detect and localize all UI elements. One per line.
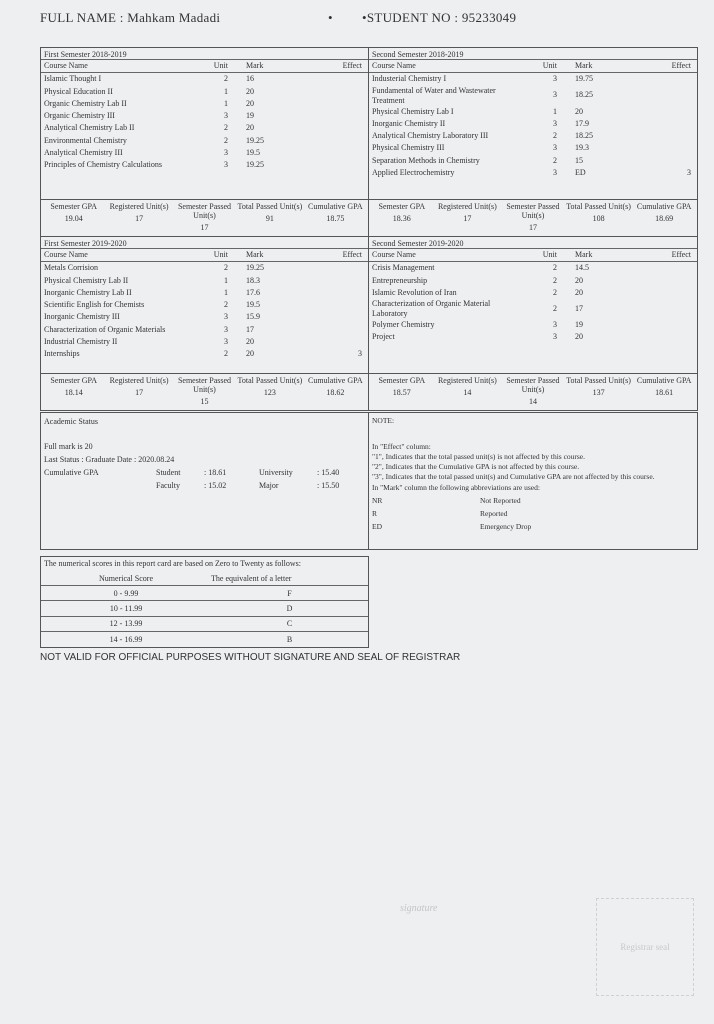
col-course-name: Course Name — [41, 249, 191, 262]
total-passed-units-label: Total Passed Unit(s) — [237, 202, 303, 211]
scale-col-letter: The equivalent of a letter — [211, 574, 292, 583]
student-label: Student — [156, 468, 181, 477]
major-gpa: : 15.50 — [317, 481, 340, 490]
course-row — [41, 159, 368, 171]
cumulative-gpa-value: 18.69 — [655, 214, 674, 223]
cumulative-gpa-value: 18.62 — [326, 388, 345, 397]
cumulative-gpa-label: Cumulative GPA — [636, 376, 692, 385]
scale-row — [41, 586, 368, 601]
course-row — [369, 118, 697, 130]
course-effect — [309, 299, 368, 311]
col-effect: Effect — [638, 60, 697, 73]
total-passed-units-value: 123 — [263, 388, 276, 397]
course-effect — [638, 130, 697, 142]
registered-units-value: 14 — [463, 388, 472, 397]
course-effect — [638, 275, 697, 287]
course-name: Applied Electrochemistry — [372, 168, 455, 178]
course-effect — [638, 299, 697, 319]
course-name: Metals Corrision — [44, 263, 98, 273]
semester-passed-units-label: Semester Passed Unit(s) — [177, 202, 232, 220]
course-unit: 3 — [224, 111, 228, 121]
note-line: In "Effect" column: — [372, 442, 431, 451]
col-course-name: Course Name — [41, 60, 191, 73]
course-row — [41, 262, 368, 275]
signature: signature — [400, 903, 438, 914]
col-course-name: Course Name — [369, 249, 520, 262]
cumulative-gpa-cell — [303, 200, 368, 236]
course-row — [41, 86, 368, 98]
courses-table — [41, 60, 368, 172]
semester-gpa-label: Semester GPA — [378, 202, 426, 211]
course-unit: 2 — [553, 263, 557, 273]
faculty-gpa: : 15.02 — [204, 481, 227, 490]
course-row — [369, 106, 697, 118]
course-name: Characterization of Organic Material Laboratory — [372, 299, 491, 319]
student-gpa: : 18.61 — [204, 468, 227, 477]
col-mark: Mark — [565, 249, 638, 262]
course-name: Physical Education II — [44, 86, 113, 96]
course-name: Polymer Chemistry — [372, 320, 435, 330]
abbr-meaning: Emergency Drop — [480, 522, 532, 531]
course-mark: 17 — [246, 324, 254, 334]
course-unit: 1 — [224, 98, 228, 108]
course-effect — [309, 122, 368, 134]
scale-title: The numerical scores in this report card are based on Zero to Twenty as follows: — [44, 559, 301, 568]
course-effect — [309, 73, 368, 86]
scale-row — [41, 632, 368, 647]
course-row — [369, 319, 697, 331]
course-name: Entrepreneurship — [372, 275, 428, 285]
course-unit: 3 — [553, 332, 557, 342]
course-name: Inorganic Chemistry Lab II — [44, 287, 132, 297]
registered-units-value: 17 — [463, 214, 472, 223]
semester-passed-units-value: 17 — [528, 223, 537, 232]
letter-grade — [211, 647, 368, 648]
course-name: Inorganic Chemistry III — [44, 312, 120, 322]
course-effect — [309, 311, 368, 323]
course-mark: 15 — [575, 155, 583, 165]
semester-gpa-value: 18.57 — [392, 388, 411, 397]
course-row — [41, 275, 368, 287]
course-effect — [638, 73, 697, 86]
course-mark: 18.25 — [575, 90, 593, 100]
course-row — [41, 110, 368, 122]
semester-title: Second Semester 2018-2019 — [369, 48, 697, 60]
course-unit: 3 — [553, 320, 557, 330]
course-mark: 19 — [575, 320, 583, 330]
course-effect: 3 — [358, 349, 362, 359]
letter-grade: D — [211, 601, 368, 616]
last-status: Last Status : Graduate Date : 2020.08.24 — [44, 455, 175, 464]
course-mark: 19.25 — [246, 160, 264, 170]
course-mark: 19.25 — [246, 135, 264, 145]
faculty-label: Faculty — [156, 481, 180, 490]
course-row — [369, 155, 697, 167]
course-unit: 3 — [553, 168, 557, 178]
column-header-row — [369, 60, 697, 73]
course-unit: 3 — [553, 74, 557, 84]
registered-units-value: 17 — [135, 214, 144, 223]
registered-units-cell — [106, 200, 171, 236]
column-header-row — [41, 249, 368, 262]
semester-gpa-cell — [41, 200, 106, 236]
note-box — [368, 412, 698, 550]
semester-gpa-value: 19.04 — [64, 214, 83, 223]
letter-grade: C — [211, 616, 368, 631]
course-name: Analytical Chemistry Laboratory III — [372, 131, 489, 141]
course-mark: 20 — [246, 123, 254, 133]
semester-passed-units-cell — [172, 200, 237, 236]
course-name: Physical Chemistry Lab I — [372, 106, 454, 116]
course-effect — [309, 98, 368, 110]
courses-table — [369, 249, 697, 344]
course-row — [369, 262, 697, 275]
course-effect — [638, 319, 697, 331]
course-row — [369, 331, 697, 343]
semester-summary — [369, 373, 697, 410]
course-name: Physical Chemistry III — [372, 143, 445, 153]
col-mark: Mark — [236, 249, 309, 262]
course-name: Physical Chemistry Lab II — [44, 275, 129, 285]
course-unit: 2 — [224, 135, 228, 145]
score-range — [41, 647, 211, 648]
course-mark: 20 — [246, 86, 254, 96]
scale-row — [41, 616, 368, 631]
course-mark: 15.9 — [246, 312, 260, 322]
course-name: Analytical Chemistry III — [44, 148, 123, 158]
cumulative-gpa-label: Cumulative GPA — [308, 202, 363, 211]
major-label: Major — [259, 481, 279, 490]
course-effect — [638, 262, 697, 275]
course-effect — [638, 331, 697, 343]
semester-summary — [41, 199, 368, 236]
course-name: Crisis Management — [372, 263, 435, 273]
course-name: Environmental Chemistry — [44, 135, 127, 145]
semester-passed-units-label: Semester Passed Unit(s) — [506, 376, 560, 394]
course-mark: 19.5 — [246, 148, 260, 158]
academic-status-title: Academic Status — [44, 417, 98, 426]
semester-box-4 — [368, 236, 698, 411]
semester-passed-units-label: Semester Passed Unit(s) — [177, 376, 232, 394]
course-unit: 1 — [224, 287, 228, 297]
score-range: 14 - 16.99 — [41, 632, 211, 647]
scale-row — [41, 601, 368, 616]
semester-gpa-value: 18.14 — [64, 388, 83, 397]
registered-units-cell — [435, 200, 501, 236]
col-mark: Mark — [565, 60, 638, 73]
course-mark: 20 — [246, 337, 254, 347]
course-name: Analytical Chemistry Lab II — [44, 123, 135, 133]
semester-passed-units-label: Semester Passed Unit(s) — [506, 202, 560, 220]
semester-gpa-cell — [369, 374, 435, 410]
note-line: "1", Indicates that the total passed unit(s) is not affected by this course. — [372, 452, 586, 461]
total-passed-units-cell — [566, 374, 632, 410]
course-unit: 2 — [553, 131, 557, 141]
course-name: Inorganic Chemistry II — [372, 118, 446, 128]
course-effect — [309, 135, 368, 147]
course-unit: 1 — [553, 106, 557, 116]
course-effect — [309, 262, 368, 275]
abbr-code: ED — [372, 522, 382, 531]
course-row — [369, 73, 697, 86]
course-effect — [309, 159, 368, 171]
registered-units-cell — [106, 374, 171, 410]
registered-units-label: Registered Unit(s) — [437, 202, 497, 211]
course-mark: 19.3 — [575, 143, 589, 153]
cumulative-gpa-value: 18.61 — [655, 388, 674, 397]
course-name: Organic Chemistry Lab II — [44, 98, 127, 108]
score-range: 12 - 13.99 — [41, 616, 211, 631]
course-mark: 17.6 — [246, 287, 260, 297]
course-name: Fundamental of Water and Wastewater Treatment — [372, 85, 496, 105]
semester-passed-units-value: 15 — [200, 397, 209, 406]
semester-box-2 — [368, 47, 698, 237]
course-mark: 16 — [246, 74, 254, 84]
score-range: 0 - 9.99 — [41, 586, 211, 601]
total-passed-units-label: Total Passed Unit(s) — [566, 202, 631, 211]
registrar-seal: Registrar seal — [596, 898, 694, 996]
course-unit: 3 — [553, 118, 557, 128]
full-mark: Full mark is 20 — [44, 442, 93, 451]
scale-table — [41, 585, 368, 648]
col-effect: Effect — [309, 249, 368, 262]
course-row — [41, 299, 368, 311]
col-unit: Unit — [191, 249, 236, 262]
course-name: Scientific English for Chemists — [44, 300, 145, 310]
cumulative-gpa-label: Cumulative GPA — [44, 468, 99, 477]
registered-units-label: Registered Unit(s) — [109, 376, 169, 385]
course-mark: 14.5 — [575, 263, 589, 273]
course-unit: 2 — [224, 263, 228, 273]
course-name: Separation Methods in Chemistry — [372, 155, 480, 165]
note-line: "2", Indicates that the Cumulative GPA is not affected by this course. — [372, 462, 580, 471]
course-effect — [309, 110, 368, 122]
course-name: Industrial Chemistry II — [44, 337, 118, 347]
course-unit: 2 — [224, 349, 228, 359]
course-effect — [638, 106, 697, 118]
course-effect — [309, 275, 368, 287]
course-unit: 1 — [224, 86, 228, 96]
course-name: Islamic Thought I — [44, 74, 102, 84]
total-passed-units-label: Total Passed Unit(s) — [237, 376, 303, 385]
registered-units-value: 17 — [135, 388, 144, 397]
course-unit: 1 — [224, 275, 228, 285]
semester-title: Second Semester 2019-2020 — [369, 237, 697, 249]
scale-col-numerical: Numerical Score — [99, 574, 153, 583]
course-unit: 3 — [224, 324, 228, 334]
university-label: University — [259, 468, 293, 477]
course-mark: 20 — [575, 287, 583, 297]
total-passed-units-cell — [566, 200, 632, 236]
course-row — [369, 130, 697, 142]
semester-passed-units-value: 17 — [200, 223, 209, 232]
course-mark: 19.25 — [246, 263, 264, 273]
registered-units-label: Registered Unit(s) — [109, 202, 169, 211]
abbr-code: R — [372, 509, 378, 518]
abbr-code: NR — [372, 496, 383, 505]
academic-status-box — [40, 412, 369, 550]
course-effect — [638, 287, 697, 299]
course-row — [369, 275, 697, 287]
course-row — [369, 299, 697, 319]
course-unit: 3 — [553, 143, 557, 153]
course-unit: 2 — [553, 155, 557, 165]
course-name: Industerial Chemistry I — [372, 74, 447, 84]
semester-gpa-label: Semester GPA — [378, 376, 426, 385]
course-row — [41, 135, 368, 147]
course-name: Islamic Revolution of Iran — [372, 287, 457, 297]
course-row — [41, 311, 368, 323]
col-mark: Mark — [236, 60, 309, 73]
course-unit: 2 — [553, 287, 557, 297]
score-range: 10 - 11.99 — [41, 601, 211, 616]
course-name: Organic Chemistry III — [44, 111, 115, 121]
course-row — [41, 98, 368, 110]
course-unit: 2 — [553, 275, 557, 285]
course-effect — [638, 118, 697, 130]
course-mark: 19 — [246, 111, 254, 121]
abbr-meaning: Reported — [480, 509, 508, 518]
letter-grade: F — [211, 586, 368, 601]
total-passed-units-cell — [237, 374, 302, 410]
course-effect — [309, 336, 368, 348]
semester-summary — [41, 373, 368, 410]
course-row — [369, 86, 697, 106]
course-mark: 19.5 — [246, 300, 260, 310]
courses-table — [369, 60, 697, 179]
semester-title: First Semester 2018-2019 — [41, 48, 368, 60]
semester-gpa-cell — [41, 374, 106, 410]
note-line: In "Mark" column the following abbreviations are used: — [372, 483, 540, 492]
course-unit: 2 — [553, 304, 557, 314]
course-unit: 3 — [224, 160, 228, 170]
semester-box-1 — [40, 47, 369, 237]
course-row — [41, 73, 368, 86]
course-row — [41, 348, 368, 360]
course-mark: 20 — [246, 98, 254, 108]
total-passed-units-value: 108 — [592, 214, 605, 223]
scale-row — [41, 647, 368, 648]
course-effect — [309, 86, 368, 98]
university-gpa: : 15.40 — [317, 468, 340, 477]
course-row — [369, 142, 697, 154]
cumulative-gpa-label: Cumulative GPA — [308, 376, 363, 385]
column-header-row — [369, 249, 697, 262]
registered-units-cell — [435, 374, 501, 410]
semester-passed-units-value: 14 — [528, 397, 537, 406]
course-mark: 20 — [246, 349, 254, 359]
course-unit: 3 — [553, 90, 557, 100]
course-row — [41, 122, 368, 134]
note-line: "3", Indicates that the total passed unit(s) and Cumulative GPA are not affected by this course. — [372, 472, 655, 481]
course-mark: 18.3 — [246, 275, 260, 285]
semester-passed-units-cell — [500, 200, 566, 236]
cumulative-gpa-cell — [631, 374, 697, 410]
col-effect: Effect — [638, 249, 697, 262]
course-mark: 20 — [575, 275, 583, 285]
course-mark: 20 — [575, 332, 583, 342]
course-row — [41, 287, 368, 299]
column-header-row — [41, 60, 368, 73]
student-number: •STUDENT NO : 95233049 — [362, 10, 517, 25]
course-mark: 17.9 — [575, 118, 589, 128]
validity-footer: NOT VALID FOR OFFICIAL PURPOSES WITHOUT SIGNATURE AND SEAL OF REGISTRAR — [40, 652, 461, 663]
course-mark: 19.75 — [575, 74, 593, 84]
semester-passed-units-cell — [500, 374, 566, 410]
course-name: Characterization of Organic Materials — [44, 324, 166, 334]
course-effect — [638, 155, 697, 167]
course-name: Principles of Chemistry Calculations — [44, 160, 162, 170]
course-effect — [309, 324, 368, 336]
semester-gpa-label: Semester GPA — [50, 376, 97, 385]
total-passed-units-cell — [237, 200, 302, 236]
course-name: Project — [372, 332, 395, 342]
total-passed-units-value: 91 — [265, 214, 274, 223]
semester-box-3 — [40, 236, 369, 411]
semester-title: First Semester 2019-2020 — [41, 237, 368, 249]
course-row — [41, 147, 368, 159]
col-course-name: Course Name — [369, 60, 520, 73]
course-unit: 3 — [224, 148, 228, 158]
full-name: FULL NAME : Mahkam Madadi — [40, 10, 221, 25]
cumulative-gpa-value: 18.75 — [326, 214, 345, 223]
semester-summary — [369, 199, 697, 236]
course-row — [41, 324, 368, 336]
course-effect — [309, 287, 368, 299]
grading-scale-box — [40, 556, 369, 648]
header-bullet: • — [328, 10, 333, 25]
course-row — [41, 336, 368, 348]
course-unit: 3 — [224, 312, 228, 322]
courses-table — [41, 249, 368, 361]
course-name: Internships — [44, 349, 80, 359]
course-row — [369, 287, 697, 299]
total-passed-units-label: Total Passed Unit(s) — [566, 376, 631, 385]
course-unit: 2 — [224, 74, 228, 84]
course-mark: ED — [575, 168, 586, 178]
abbr-meaning: Not Reported — [480, 496, 521, 505]
cumulative-gpa-cell — [303, 374, 368, 410]
total-passed-units-value: 137 — [592, 388, 605, 397]
col-unit: Unit — [520, 60, 565, 73]
col-effect: Effect — [309, 60, 368, 73]
course-unit: 2 — [224, 123, 228, 133]
semester-gpa-label: Semester GPA — [50, 202, 97, 211]
course-effect — [638, 86, 697, 106]
course-row — [369, 167, 697, 179]
col-unit: Unit — [191, 60, 236, 73]
course-effect: 3 — [687, 168, 691, 178]
course-unit: 2 — [224, 300, 228, 310]
letter-grade: B — [211, 632, 368, 647]
course-effect — [638, 142, 697, 154]
col-unit: Unit — [520, 249, 565, 262]
semester-gpa-value: 18.36 — [392, 214, 411, 223]
note-title: NOTE: — [372, 416, 395, 425]
cumulative-gpa-label: Cumulative GPA — [636, 202, 692, 211]
semester-gpa-cell — [369, 200, 435, 236]
registered-units-label: Registered Unit(s) — [437, 376, 497, 385]
cumulative-gpa-cell — [631, 200, 697, 236]
course-effect — [309, 147, 368, 159]
course-unit: 3 — [224, 337, 228, 347]
course-mark: 17 — [575, 304, 583, 314]
course-mark: 20 — [575, 106, 583, 116]
semester-passed-units-cell — [172, 374, 237, 410]
course-mark: 18.25 — [575, 131, 593, 141]
